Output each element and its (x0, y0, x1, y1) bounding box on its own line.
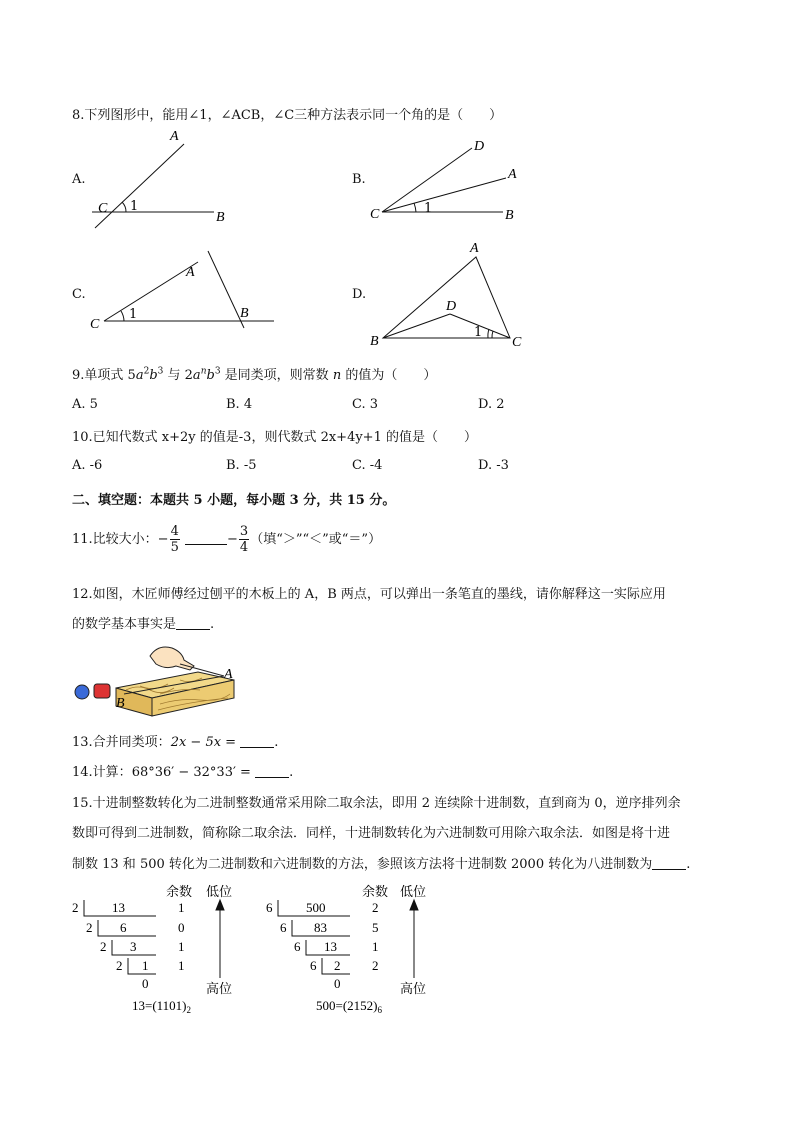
q9-option-b: B. 4 (226, 397, 253, 412)
divisor: 2 (86, 920, 93, 935)
quotient: 2 (334, 958, 341, 973)
fraction-4-5: $\frac{4}{5}$ (170, 524, 179, 555)
divisor: 2 (116, 958, 123, 973)
high-digit-label: 高位 (400, 981, 427, 996)
q8-option-d: D. (352, 287, 367, 302)
q10-option-d: D. -3 (478, 458, 509, 473)
q12-line1: 12.如图，木匠师傅经过刨平的木板上的 A，B 两点，可以弹出一条笔直的墨线，请你解释这一实际应用 (72, 587, 666, 602)
q11-stem: 11.比较大小：− $\frac{4}{5}$ − $\frac{3}{4}$ （填“＞”“＜”或“＝”） (72, 524, 382, 555)
label-one: 1 (474, 325, 483, 340)
remainder: 1 (372, 939, 379, 954)
q13-stem: 13.合并同类项：2x − 5x = . (72, 735, 279, 750)
q15-line2: 数即可得到二进制数，简称除二取余法．同样，十进制数转化为六进制数可用除六取余法．如图是将十进 (72, 826, 671, 841)
label-one: 1 (424, 201, 433, 216)
quotient: 13 (324, 939, 337, 954)
q15-line3: 制数 13 和 500 转化为二进制数和六进制数的方法，参照该方法将十进制数 2000 转化为八进制数为 . (72, 857, 691, 872)
divisor: 2 (100, 939, 107, 954)
q9-stem: 9.单项式 $5a^2b^3$ 与 $2a^nb^3$ 是同类项，则常数 n 的值为（ ） (72, 366, 437, 383)
label-c: C (370, 207, 380, 222)
remainder-label: 余数 (362, 884, 389, 899)
divisor: 6 (294, 939, 301, 954)
label-a: A (170, 129, 179, 144)
remainder: 0 (178, 920, 185, 935)
q8-option-c: C. (72, 287, 86, 302)
q10-option-b: B. -5 (226, 458, 257, 473)
label-a: A (470, 241, 479, 256)
remainder: 1 (178, 939, 185, 954)
remainder: 2 (372, 900, 379, 915)
q10-option-a: A. -6 (72, 458, 103, 473)
q15-line1: 15.十进制整数转化为二进制整数通常采用除二取余法，即用 2 连续除十进制数，直到商为 0，逆序排列余 (72, 796, 681, 811)
label-d: D (474, 139, 485, 154)
remainder: 1 (178, 958, 185, 973)
quotient: 13 (112, 900, 125, 915)
quotient: 1 (142, 958, 149, 973)
q8-option-a: A. (72, 172, 86, 187)
quotient: 500 (306, 900, 326, 915)
q10-option-c: C. -4 (352, 458, 383, 473)
quotient: 0 (334, 976, 341, 991)
label-b: B (505, 208, 514, 223)
low-digit-label: 低位 (206, 884, 233, 899)
label-a: A (224, 667, 233, 682)
label-b: B (240, 306, 249, 321)
remainder-label: 余数 (166, 884, 193, 899)
quotient: 3 (130, 939, 137, 954)
divisor: 6 (280, 920, 287, 935)
label-b: B (216, 210, 225, 225)
remainder: 5 (372, 920, 379, 935)
label-one: 1 (129, 307, 138, 322)
q10-stem: 10.已知代数式 x+2y 的值是-3，则代数式 2x+4y+1 的值是（ ） (72, 430, 477, 445)
label-b: B (116, 696, 125, 711)
label-c: C (90, 317, 100, 332)
label-c: C (512, 335, 522, 350)
remainder: 1 (178, 900, 185, 915)
quotient: 0 (142, 976, 149, 991)
result: $500=(2152)_6$ (316, 998, 382, 1015)
label-a: A (508, 167, 517, 182)
divisor: 2 (72, 900, 79, 915)
label-d: D (446, 299, 457, 314)
quotient: 6 (120, 920, 127, 935)
divisor: 6 (310, 958, 317, 973)
label-c: C (98, 201, 108, 216)
q14-stem: 14.计算：68°36′ − 32°33′ = . (72, 765, 294, 780)
divisor: 6 (266, 900, 273, 915)
section-heading: 二、填空题：本题共 5 小题，每小题 3 分，共 15 分。 (72, 493, 396, 508)
q12-line2: 的数学基本事实是 . (72, 617, 215, 632)
q9-stem-pre: 9.单项式 5 (72, 368, 136, 383)
quotient: 83 (314, 920, 327, 935)
high-digit-label: 高位 (206, 981, 233, 996)
label-a: A (186, 265, 195, 280)
q9-option-a: A. 5 (72, 397, 98, 412)
q8-option-b: B. (352, 172, 366, 187)
fraction-3-4: $\frac{3}{4}$ (239, 524, 249, 555)
q8-stem: 8.下列图形中，能用∠1，∠ACB，∠C三种方法表示同一个角的是（ ） (72, 108, 503, 123)
label-one: 1 (130, 199, 139, 214)
result: $13=(1101)_2$ (132, 998, 192, 1015)
q9-option-c: C. 3 (352, 397, 379, 412)
label-b: B (370, 334, 379, 349)
remainder: 2 (372, 958, 379, 973)
q9-option-d: D. 2 (478, 397, 505, 412)
low-digit-label: 低位 (400, 884, 427, 899)
